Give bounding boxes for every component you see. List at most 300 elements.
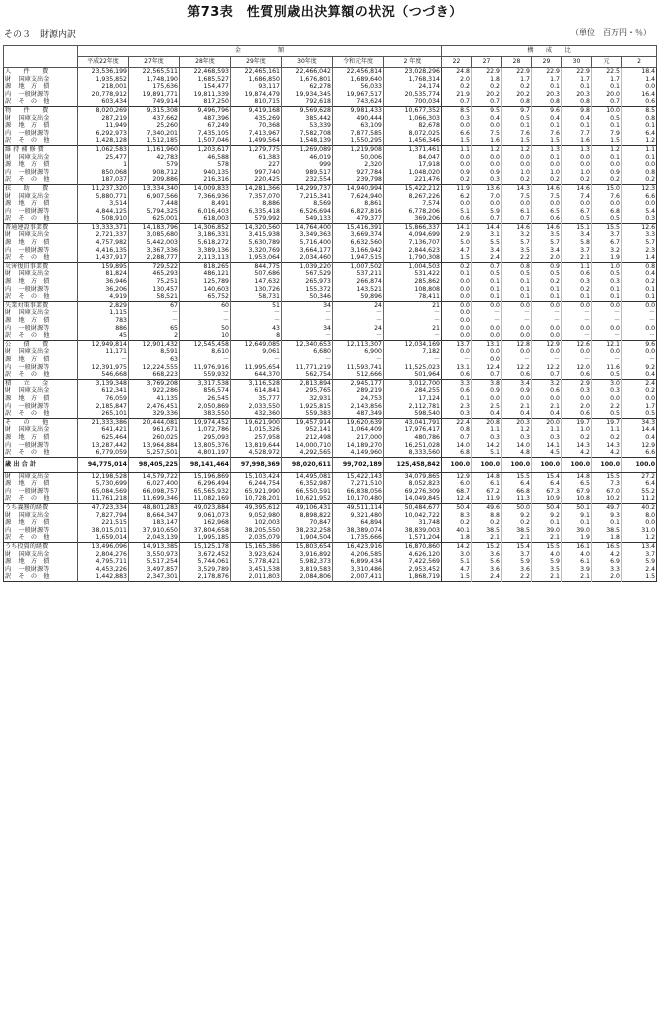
ratio-cell: 6.4 — [622, 480, 657, 488]
ratio-cell: 0.2 — [502, 176, 532, 184]
ratio-cell: 0.6 — [442, 371, 472, 379]
amount-cell: 22,456,814 — [333, 68, 384, 76]
ratio-cell: 67.0 — [592, 488, 622, 496]
ratio-cell: 0.0 — [622, 519, 657, 527]
amount-cell: 2,721,337 — [78, 231, 129, 239]
ratio-cell: 0.0 — [622, 395, 657, 403]
row-label: 積 立 金 — [4, 379, 78, 387]
header-amount-year: 2 年度 — [384, 57, 442, 68]
ratio-cell: 0.1 — [532, 519, 562, 527]
amount-cell: 7,413,967 — [231, 130, 282, 138]
amount-cell: 817,250 — [180, 98, 231, 106]
amount-cell: 1,676,801 — [282, 76, 333, 84]
amount-cell: 94,775,014 — [78, 457, 129, 472]
amount-cell: 6,244,754 — [231, 480, 282, 488]
ratio-cell: － — [592, 309, 622, 317]
amount-cell: 6,907,566 — [129, 193, 180, 201]
ratio-cell: 20.3 — [532, 91, 562, 99]
amount-cell: 7,215,341 — [282, 193, 333, 201]
ratio-cell: 24.8 — [442, 68, 472, 76]
ratio-cell: 0.6 — [562, 270, 592, 278]
ratio-cell: 3.8 — [472, 379, 502, 387]
ratio-cell: 2.1 — [502, 403, 532, 411]
amount-cell: 792,618 — [282, 98, 333, 106]
ratio-cell: 3.6 — [502, 566, 532, 574]
row-side-label: 財 — [4, 472, 18, 480]
amount-cell: 48,801,283 — [129, 504, 180, 512]
amount-cell: 84,047 — [384, 154, 442, 162]
ratio-cell: 0.1 — [532, 286, 562, 294]
ratio-cell: 4.7 — [442, 566, 472, 574]
ratio-cell: 7.3 — [592, 480, 622, 488]
table-row — [4, 83, 657, 91]
ratio-cell: 12.6 — [622, 223, 657, 231]
ratio-cell: 0.1 — [592, 293, 622, 301]
ratio-cell: 22.9 — [472, 68, 502, 76]
row-side-label: 内 — [5, 363, 12, 371]
amount-cell: 999 — [282, 161, 333, 169]
ratio-cell: 21.9 — [442, 91, 472, 99]
row-label: 地 方 債 — [18, 519, 78, 527]
amount-cell: 1,048,020 — [384, 169, 442, 177]
ratio-cell: 20.0 — [532, 418, 562, 426]
ratio-cell: 6.6 — [622, 449, 657, 457]
amount-cell: 49,511,114 — [333, 504, 384, 512]
amount-cell: 12,113,307 — [333, 340, 384, 348]
ratio-cell: 0.0 — [472, 200, 502, 208]
ratio-cell: 19.7 — [562, 418, 592, 426]
amount-cell: 93,117 — [231, 83, 282, 91]
amount-cell: 1,686,850 — [231, 76, 282, 84]
table-row — [4, 137, 657, 145]
amount-cell: 175,636 — [129, 83, 180, 91]
amount-cell: 783 — [78, 317, 129, 325]
ratio-cell: 0.2 — [622, 176, 657, 184]
amount-cell: 9,569,628 — [282, 106, 333, 114]
ratio-cell: 0.5 — [502, 270, 532, 278]
amount-cell: 19,891,771 — [129, 91, 180, 99]
ratio-cell: 0.0 — [442, 348, 472, 356]
amount-cell: 2,043,139 — [129, 534, 180, 542]
row-label: 地 方 債 — [18, 83, 78, 91]
ratio-cell: － — [562, 356, 592, 364]
ratio-cell: 0.3 — [442, 115, 472, 123]
amount-cell: 4,149,960 — [333, 449, 384, 457]
row-label: 物 件 費 — [4, 106, 78, 114]
ratio-cell: 0.4 — [472, 410, 502, 418]
row-side-label: 財 — [5, 114, 12, 122]
ratio-cell: 6.5 — [532, 208, 562, 216]
row-side-label: 内 — [5, 441, 12, 449]
ratio-cell: 3.0 — [592, 379, 622, 387]
amount-cell: 3,819,583 — [282, 566, 333, 574]
row-side-label: 訳 — [5, 573, 12, 581]
ratio-cell: 0.4 — [622, 371, 657, 379]
ratio-cell: 3.7 — [622, 551, 657, 559]
ratio-cell: 9.2 — [532, 512, 562, 520]
row-label: そ の 他 — [18, 176, 78, 184]
amount-cell: 14,940,994 — [333, 184, 384, 192]
ratio-cell: 2.4 — [472, 254, 502, 262]
ratio-cell: 1.5 — [592, 137, 622, 145]
ratio-cell: 1.5 — [622, 573, 657, 581]
amount-cell: 12,198,528 — [78, 472, 129, 480]
ratio-cell: 6.8 — [592, 208, 622, 216]
amount-cell: 5,744,061 — [180, 558, 231, 566]
ratio-cell: 9.1 — [562, 512, 592, 520]
amount-cell: 287,219 — [78, 115, 129, 123]
amount-cell: 221,515 — [78, 519, 129, 527]
amount-cell: 50,006 — [333, 154, 384, 162]
amount-cell: 15,803,654 — [282, 543, 333, 551]
ratio-cell: 0.0 — [562, 200, 592, 208]
amount-cell: 8,591 — [129, 348, 180, 356]
ratio-cell: 12.0 — [562, 364, 592, 372]
amount-cell: 82,678 — [384, 122, 442, 130]
amount-cell: 98,405,225 — [129, 457, 180, 472]
amount-cell: 34 — [282, 301, 333, 309]
ratio-cell: 0.6 — [562, 371, 592, 379]
ratio-cell: 0.5 — [592, 115, 622, 123]
header-amount-year: 平成22年度 — [78, 57, 129, 68]
amount-cell: 486,121 — [180, 270, 231, 278]
amount-cell: 559,383 — [282, 410, 333, 418]
amount-cell: 98,020,611 — [282, 457, 333, 472]
row-label: そ の 他 — [18, 332, 78, 340]
table-row — [4, 519, 657, 527]
amount-cell: 329,336 — [129, 410, 180, 418]
amount-cell: 36,206 — [78, 286, 129, 294]
ratio-cell: 1.7 — [532, 76, 562, 84]
ratio-cell: 0.1 — [442, 395, 472, 403]
ratio-cell: 0.9 — [442, 169, 472, 177]
ratio-cell: 0.0 — [622, 161, 657, 169]
ratio-cell: 0.2 — [442, 83, 472, 91]
header-amount-year: 27年度 — [129, 57, 180, 68]
amount-cell: 17,918 — [384, 161, 442, 169]
table-row — [4, 215, 657, 223]
ratio-cell: 8.8 — [472, 512, 502, 520]
ratio-cell: 0.2 — [532, 176, 562, 184]
amount-cell: 850,068 — [78, 169, 129, 177]
ratio-cell: － — [562, 309, 592, 317]
row-side-label: 内 — [5, 207, 12, 215]
ratio-cell: 0.0 — [442, 278, 472, 286]
amount-cell: － — [333, 332, 384, 340]
row-label: そ の 他 — [4, 418, 78, 426]
amount-cell: 432,360 — [231, 410, 282, 418]
header-amount-year: 29年度 — [231, 57, 282, 68]
row-label: 国庫支出金 — [18, 472, 78, 480]
amount-cell: 6,027,400 — [129, 480, 180, 488]
amount-cell: 1,428,128 — [78, 137, 129, 145]
ratio-cell: 6.4 — [502, 480, 532, 488]
row-label: 地 方 債 — [18, 558, 78, 566]
amount-cell: 37,804,658 — [180, 527, 231, 535]
ratio-cell: 7.9 — [592, 130, 622, 138]
ratio-cell: 1.2 — [502, 145, 532, 153]
ratio-cell: 0.3 — [502, 434, 532, 442]
ratio-cell: 0.5 — [592, 215, 622, 223]
ratio-cell: 14.1 — [442, 223, 472, 231]
amount-cell: 295,093 — [180, 434, 231, 442]
ratio-cell: 3.7 — [502, 551, 532, 559]
ratio-cell: 1.0 — [562, 169, 592, 177]
amount-cell: 8,072,025 — [384, 130, 442, 138]
amount-cell: 16,423,916 — [333, 543, 384, 551]
ratio-cell: 22.9 — [502, 68, 532, 76]
amount-cell: 12,391,975 — [78, 364, 129, 372]
ratio-cell: 3.7 — [592, 231, 622, 239]
ratio-cell: 100.0 — [472, 457, 502, 472]
ratio-cell: 1.9 — [562, 534, 592, 542]
ratio-cell: 49.7 — [592, 504, 622, 512]
ratio-cell: 0.9 — [502, 387, 532, 395]
amount-cell: 2,320 — [333, 161, 384, 169]
ratio-cell: 9.2 — [622, 364, 657, 372]
amount-cell: 143,521 — [333, 286, 384, 294]
row-side-label: 財 — [5, 192, 12, 200]
ratio-cell: 14.6 — [532, 184, 562, 192]
amount-cell: 23,536,199 — [78, 68, 129, 76]
ratio-cell: 7.6 — [532, 130, 562, 138]
amount-cell: 25,260 — [129, 122, 180, 130]
amount-cell: 1,507,046 — [180, 137, 231, 145]
amount-cell: 6,632,560 — [333, 239, 384, 247]
ratio-cell: 0.0 — [622, 301, 657, 309]
ratio-cell: 0.0 — [502, 161, 532, 169]
ratio-cell: 3.6 — [472, 551, 502, 559]
ratio-cell: 1.5 — [502, 137, 532, 145]
row-side-label: 財 — [5, 387, 12, 395]
amount-cell: 508,910 — [78, 215, 129, 223]
amount-cell: － — [282, 309, 333, 317]
ratio-cell: － — [592, 317, 622, 325]
ratio-cell: 4.2 — [592, 551, 622, 559]
amount-cell: 6,900 — [333, 348, 384, 356]
ratio-cell: 6.4 — [532, 480, 562, 488]
ratio-cell: 0.0 — [442, 301, 472, 309]
row-side-label: 源 — [5, 433, 12, 441]
ratio-cell: 100.0 — [562, 457, 592, 472]
amount-cell: 78,411 — [384, 293, 442, 301]
amount-cell: 2,035,079 — [231, 534, 282, 542]
ratio-cell: 1.0 — [562, 426, 592, 434]
row-side-label: 財 — [5, 153, 12, 161]
ratio-cell: 15.0 — [592, 184, 622, 192]
ratio-cell: － — [592, 356, 622, 364]
ratio-cell: 5.6 — [472, 558, 502, 566]
ratio-cell: 0.0 — [442, 122, 472, 130]
amount-cell: 2,288,777 — [129, 254, 180, 262]
expenditure-table — [3, 45, 657, 582]
ratio-cell: 0.2 — [562, 176, 592, 184]
ratio-cell: 5.8 — [562, 239, 592, 247]
amount-cell: － — [78, 356, 129, 364]
amount-cell: 3,349,363 — [282, 231, 333, 239]
ratio-cell: 22.9 — [532, 68, 562, 76]
ratio-cell: 55.2 — [622, 488, 657, 496]
amount-cell: 14,049,845 — [384, 495, 442, 503]
row-side-label: 内 — [5, 90, 12, 98]
ratio-cell: 0.3 — [472, 434, 502, 442]
ratio-cell: 7.6 — [592, 193, 622, 201]
amount-cell: 56,033 — [333, 83, 384, 91]
ratio-cell: 9.3 — [592, 512, 622, 520]
amount-cell: 14,281,366 — [231, 184, 282, 192]
ratio-cell: 0.1 — [472, 286, 502, 294]
table-row — [4, 512, 657, 520]
ratio-cell: 14.6 — [562, 184, 592, 192]
amount-cell: 47,723,334 — [78, 504, 129, 512]
row-label: 国庫支出金 — [18, 154, 78, 162]
amount-cell: 62,278 — [282, 83, 333, 91]
amount-cell: 99,702,189 — [333, 457, 384, 472]
ratio-cell: 20.3 — [562, 91, 592, 99]
table-subtitle: その３ 財源内訳 — [4, 30, 77, 40]
amount-cell: － — [282, 356, 333, 364]
ratio-cell: 3.5 — [502, 247, 532, 255]
ratio-cell: 0.1 — [502, 278, 532, 286]
row-label: 地 方 債 — [18, 317, 78, 325]
ratio-cell: 0.3 — [442, 410, 472, 418]
ratio-cell: 0.0 — [472, 356, 502, 364]
amount-cell: 11,082,169 — [180, 495, 231, 503]
ratio-cell: 2.2 — [502, 254, 532, 262]
ratio-cell: 0.1 — [532, 293, 562, 301]
row-label: 地 方 債 — [18, 278, 78, 286]
table-row — [4, 76, 657, 84]
table-row — [4, 145, 657, 153]
row-side-label: 訳 — [5, 449, 12, 457]
amount-cell: 1,548,139 — [282, 137, 333, 145]
ratio-cell: 0.5 — [592, 410, 622, 418]
amount-cell: 507,686 — [231, 270, 282, 278]
amount-cell: 1,007,502 — [333, 262, 384, 270]
amount-cell: 1,371,461 — [384, 145, 442, 153]
ratio-cell: 0.0 — [622, 325, 657, 333]
table-row — [4, 387, 657, 395]
amount-cell: 1,748,190 — [129, 76, 180, 84]
ratio-cell: 6.1 — [502, 208, 532, 216]
ratio-cell: 3.5 — [532, 566, 562, 574]
ratio-cell: 8.5 — [622, 106, 657, 114]
table-row — [4, 527, 657, 535]
amount-cell: 3,317,538 — [180, 379, 231, 387]
amount-cell: 2,143,856 — [333, 403, 384, 411]
amount-cell: 3,310,486 — [333, 566, 384, 574]
ratio-cell: 1.1 — [532, 426, 562, 434]
amount-cell: 9,496,796 — [180, 106, 231, 114]
amount-cell: 6,335,418 — [231, 208, 282, 216]
ratio-cell: 1.2 — [472, 145, 502, 153]
ratio-cell: 3.4 — [502, 379, 532, 387]
ratio-cell: 0.5 — [472, 270, 502, 278]
amount-cell: 1,015,326 — [231, 426, 282, 434]
row-label: 維 持 補 修 費 — [4, 145, 78, 153]
amount-cell: 1,947,515 — [333, 254, 384, 262]
row-label: 一般財源等 — [18, 403, 78, 411]
ratio-cell: 0.0 — [502, 301, 532, 309]
amount-cell: 37,910,650 — [129, 527, 180, 535]
row-side-label: 訳 — [5, 371, 12, 379]
row-label: 一般財源等 — [18, 130, 78, 138]
ratio-cell: 0.6 — [442, 387, 472, 395]
amount-cell: 1,995,185 — [180, 534, 231, 542]
ratio-cell: 0.0 — [592, 161, 622, 169]
amount-cell: 38,839,003 — [384, 527, 442, 535]
ratio-cell: 3.2 — [502, 231, 532, 239]
row-side-label: 源 — [5, 239, 12, 247]
amount-cell: 603,434 — [78, 98, 129, 106]
ratio-cell: 8.5 — [442, 106, 472, 114]
amount-cell: 265,101 — [78, 410, 129, 418]
row-side-label: 財 — [5, 550, 12, 558]
ratio-cell: 4.0 — [562, 551, 592, 559]
ratio-cell: 0.1 — [532, 154, 562, 162]
ratio-cell: 0.8 — [622, 115, 657, 123]
amount-cell: 9,321,480 — [333, 512, 384, 520]
table-row — [4, 488, 657, 496]
ratio-cell: 7.7 — [562, 130, 592, 138]
amount-cell: 46,019 — [282, 154, 333, 162]
table-row — [4, 504, 657, 512]
table-row — [4, 301, 657, 309]
ratio-cell: 3.2 — [532, 379, 562, 387]
amount-cell: 818,265 — [180, 262, 231, 270]
ratio-cell: 0.0 — [502, 348, 532, 356]
ratio-cell: 14.0 — [502, 442, 532, 450]
ratio-cell: 0.5 — [562, 215, 592, 223]
amount-cell: 3,497,857 — [129, 566, 180, 574]
amount-cell: 9,315,308 — [129, 106, 180, 114]
amount-cell: 49,023,884 — [180, 504, 231, 512]
amount-cell: 7,877,585 — [333, 130, 384, 138]
amount-cell: 1,868,719 — [384, 573, 442, 581]
ratio-cell: 10.2 — [592, 495, 622, 503]
ratio-cell: 14.2 — [442, 543, 472, 551]
ratio-cell: 0.4 — [532, 115, 562, 123]
amount-cell: 10,677,352 — [384, 106, 442, 114]
ratio-cell: 0.1 — [472, 293, 502, 301]
ratio-cell: 6.5 — [562, 480, 592, 488]
amount-cell: 3,664,177 — [282, 247, 333, 255]
row-label: 地 方 債 — [18, 480, 78, 488]
amount-cell: 12,649,085 — [231, 340, 282, 348]
ratio-cell: 5.9 — [502, 558, 532, 566]
amount-cell: － — [231, 317, 282, 325]
amount-cell: 50 — [180, 325, 231, 333]
amount-cell: 435,269 — [231, 115, 282, 123]
row-side-label: 財 — [5, 75, 12, 83]
ratio-cell: 100.0 — [532, 457, 562, 472]
amount-cell: 13,964,884 — [129, 442, 180, 450]
table-row — [4, 543, 657, 551]
ratio-cell: 67.3 — [532, 488, 562, 496]
ratio-cell: 0.6 — [532, 215, 562, 223]
amount-cell: 1,279,775 — [231, 145, 282, 153]
ratio-cell: 0.6 — [502, 371, 532, 379]
amount-cell: 952,141 — [282, 426, 333, 434]
amount-cell: 612,341 — [78, 387, 129, 395]
ratio-cell: 40.1 — [442, 527, 472, 535]
amount-cell: 1,768,314 — [384, 76, 442, 84]
table-row — [4, 558, 657, 566]
ratio-cell: 16.4 — [622, 91, 657, 99]
amount-cell: 4,919 — [78, 293, 129, 301]
ratio-cell: 14.8 — [562, 472, 592, 480]
amount-cell: 4,844,125 — [78, 208, 129, 216]
